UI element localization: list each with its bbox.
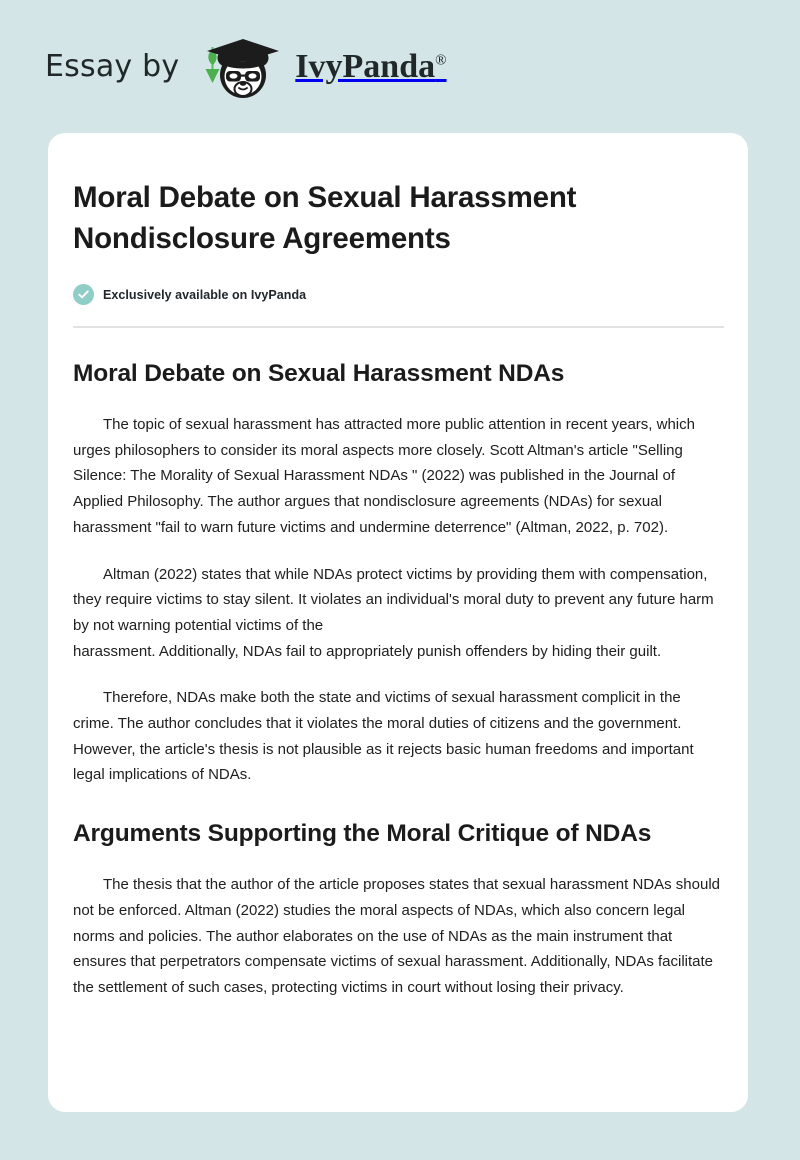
essay-card [48, 133, 748, 1112]
ivypanda-panda-graduate-logo-icon [193, 31, 289, 103]
section-1-paragraph-1: The topic of sexual harassment has attracted more public attention in recent years, which urges philosophers to consider its moral aspects more closely. Scott Altman's article "Selling Silence: The Morality of Sexual Harassment NDAs " (2022) was published in the Journal of Applied Philosophy. The author argues that nondisclosure agreements (NDAs) for sexual harassment "fail to warn future victims and undermine deterrence" (Altman, 2022, p. 702). [73, 416, 695, 536]
check-circle-icon [73, 284, 94, 305]
section-heading-1: Moral Debate on Sexual Harassment NDAs [73, 360, 565, 387]
section-heading-2: Arguments Supporting the Moral Critique of NDAs [73, 820, 652, 848]
title-divider [73, 326, 724, 328]
brand-name-text: IvyPanda [295, 47, 436, 85]
section-1-paragraph-3: Therefore, NDAs make both the state and victims of sexual harassment complicit in the crime. The author concludes that it violates the moral duties of citizens and the government. However, the article's thesis is not plausible as it rejects basic human freedoms and important legal implications of NDAs. [73, 689, 694, 784]
essay-content [73, 177, 724, 1001]
brand-lockup [45, 31, 447, 103]
essay-by-label: Essay by [45, 48, 180, 84]
section-1-paragraph-2: Altman (2022) states that while NDAs protect victims by providing them with compensation, they require victims to stay silent. It violates an individual's moral duty to prevent any future harm by not warning potential victims of the harassment. Additionally, NDAs fail to appropriately punish offenders by hiding their guilt. [73, 565, 714, 660]
ivypanda-wordmark [295, 47, 447, 85]
page-title: Moral Debate on Sexual Harassment Nondisclosure Agreements [73, 181, 577, 255]
exclusivity-badge-label: Exclusively available on IvyPanda [103, 287, 307, 302]
ivypanda-logo-link[interactable] [193, 31, 446, 103]
section-2-paragraph-1: The thesis that the author of the article proposes states that sexual harassment NDAs should not be enforced. Altman (2022) studies the moral aspects of NDAs, which also concern legal norms and policies. The author elaborates on the use of NDAs as the main instrument that ensures that perpetrators compensate victims of sexual harassment. Additionally, NDAs facilitate the settlement of such cases, protecting victims in court without losing their privacy. [73, 876, 720, 996]
registered-trademark-icon: ® [435, 52, 447, 69]
exclusivity-badge [73, 284, 724, 305]
page-header [0, 0, 800, 133]
